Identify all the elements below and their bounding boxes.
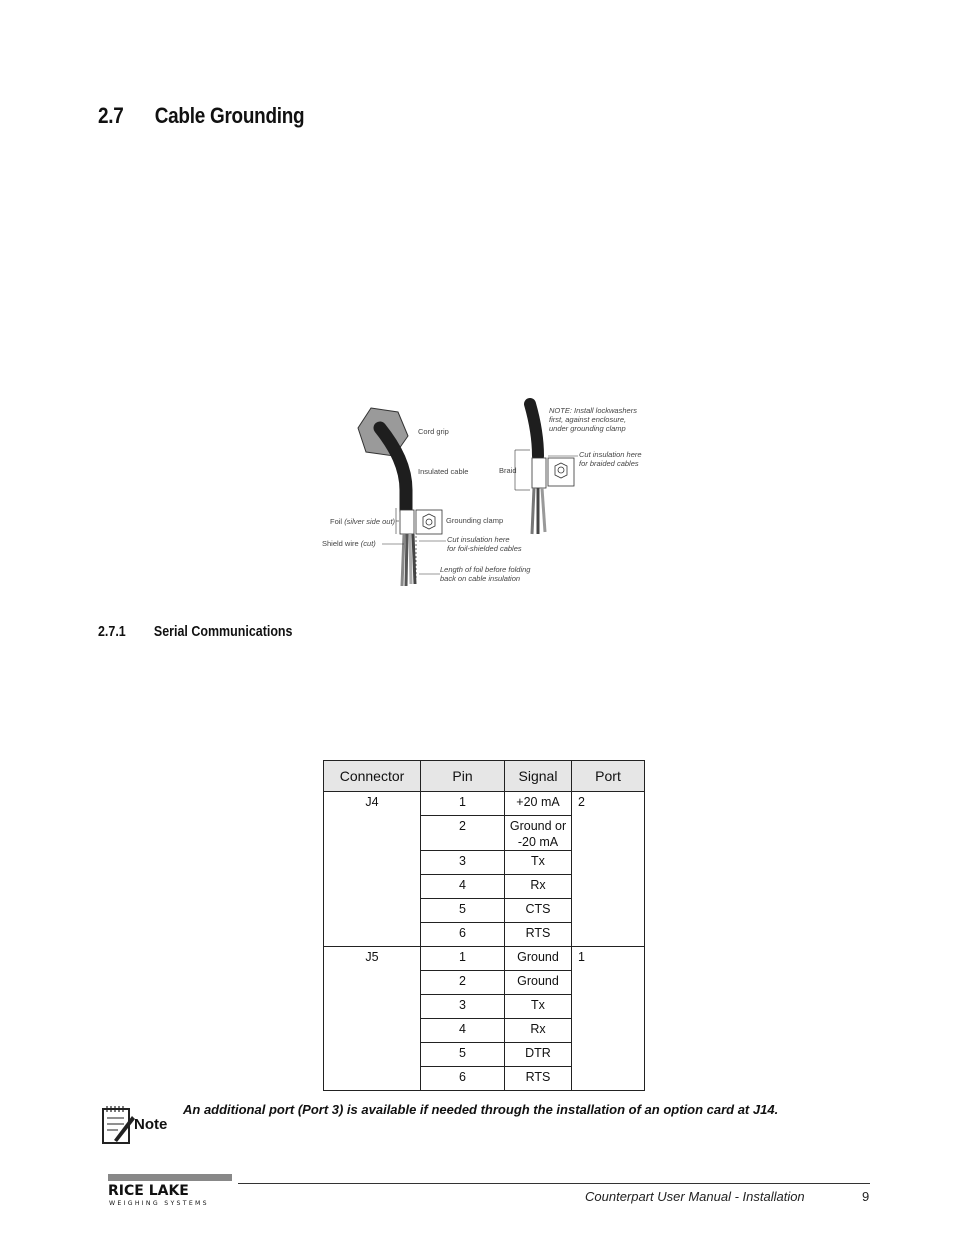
header-signal: Signal (505, 761, 572, 792)
header-connector: Connector (324, 761, 421, 792)
connector-cell: J5 (324, 947, 421, 1091)
rice-lake-logo (108, 1174, 236, 1208)
shield-wire-note: (cut) (360, 539, 376, 548)
pin-cell: 3 (421, 851, 505, 875)
pin-cell: 1 (421, 792, 505, 816)
pin-cell: 2 (421, 971, 505, 995)
table-row (324, 792, 645, 816)
cord-grip-label: Cord grip (418, 427, 449, 436)
pin-cell: 1 (421, 947, 505, 971)
note-label: Note (134, 1116, 168, 1133)
signal-cell: RTS (505, 923, 572, 947)
port-cell: 2 (572, 792, 645, 947)
pin-cell: 6 (421, 923, 505, 947)
pin-cell: 4 (421, 875, 505, 899)
foil-length-line-1: Length of foil before folding (440, 565, 531, 574)
note-icon (100, 1104, 174, 1146)
pin-cell: 3 (421, 995, 505, 1019)
connector-cell: J4 (324, 792, 421, 947)
cable-grounding-figure (316, 398, 656, 590)
cut-braid-line-2: for braided cables (579, 459, 639, 468)
note-line-1: NOTE: Install lockwashers (549, 406, 637, 415)
pin-cell: 5 (421, 1043, 505, 1067)
foil-label (330, 517, 395, 526)
signal-cell: CTS (505, 899, 572, 923)
serial-pinout-table (323, 760, 645, 1091)
note-text: An additional port (Port 3) is available if needed through the installation of an option card at J14. (183, 1102, 779, 1117)
cut-braid-label (579, 450, 642, 468)
section-heading (98, 103, 304, 129)
foil-length-label (440, 565, 530, 583)
logo-wordmark: RICE LAKE (108, 1183, 189, 1199)
signal-cell: Rx (505, 875, 572, 899)
logo-subtitle: WEIGHING SYSTEMS (109, 1200, 209, 1207)
foil-text: Foil (330, 517, 343, 526)
signal-cell: Tx (505, 995, 572, 1019)
note-line-3: under grounding clamp (549, 424, 626, 433)
port-cell: 1 (572, 947, 645, 1091)
footer-title: Counterpart User Manual - Installation (585, 1189, 805, 1204)
table-row (324, 947, 645, 971)
signal-cell: Ground (505, 971, 572, 995)
subsection-number: 2.7.1 (98, 624, 126, 640)
note-line-2: first, against enclosure, (549, 415, 627, 424)
signal-line-2: -20 mA (517, 835, 559, 849)
pin-cell: 2 (421, 816, 505, 851)
signal-cell: +20 mA (505, 792, 572, 816)
pin-cell: 6 (421, 1067, 505, 1091)
braid-label: Braid (499, 466, 517, 475)
section-number: 2.7 (98, 103, 124, 128)
pin-cell: 4 (421, 1019, 505, 1043)
signal-cell: Tx (505, 851, 572, 875)
pin-cell: 5 (421, 899, 505, 923)
shield-wire-label (322, 539, 376, 548)
grounding-clamp-label: Grounding clamp (446, 516, 504, 525)
cut-foil-line-1: Cut insulation here (447, 535, 510, 544)
subsection-heading (98, 624, 292, 640)
signal-cell: DTR (505, 1043, 572, 1067)
signal-cell (505, 816, 572, 851)
shield-wire-text: Shield wire (322, 539, 359, 548)
cut-foil-label (447, 535, 522, 553)
signal-cell: RTS (505, 1067, 572, 1091)
signal-cell: Rx (505, 1019, 572, 1043)
page-number: 9 (862, 1189, 870, 1204)
signal-cell: Ground (505, 947, 572, 971)
header-port: Port (572, 761, 645, 792)
foil-length-line-2: back on cable insulation (440, 574, 521, 583)
signal-line-1: Ground or (509, 819, 567, 833)
footer-rule (238, 1183, 870, 1184)
header-pin: Pin (421, 761, 505, 792)
table-header-row (324, 761, 645, 792)
subsection-title: Serial Communications (153, 624, 293, 640)
cut-braid-line-1: Cut insulation here (579, 450, 642, 459)
section-title: Cable Grounding (154, 103, 305, 128)
cut-foil-line-2: for foil-shielded cables (447, 544, 522, 553)
foil-note: (silver side out) (344, 517, 396, 526)
insulated-cable-label: Insulated cable (418, 467, 469, 476)
lockwasher-note (549, 406, 637, 433)
